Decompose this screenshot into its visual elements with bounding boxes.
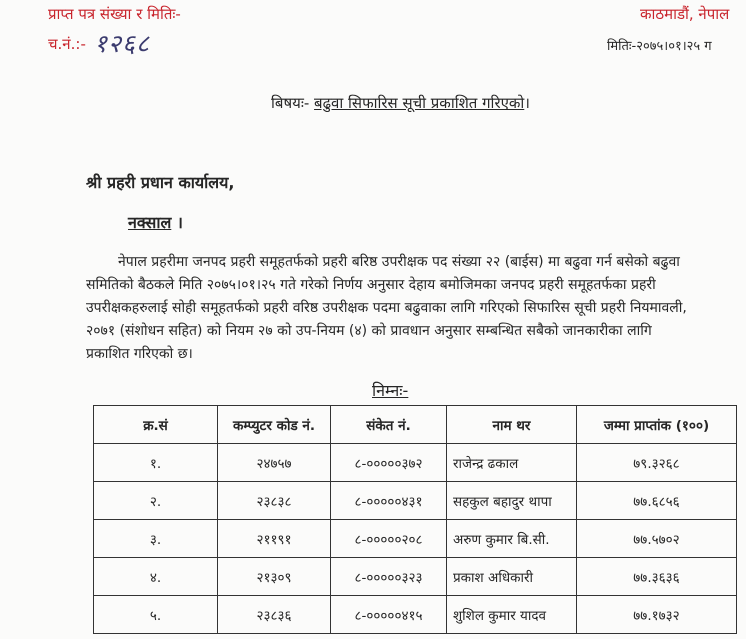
letter-date: मितिः-२०७५।०१।२५ ग	[607, 39, 712, 54]
subject-prefix: बिषयः-	[271, 94, 310, 112]
cell-total-score: ७७.१७३२	[577, 596, 737, 634]
cell-serial: ५.	[94, 596, 218, 634]
cell-computer-code: २३८३६	[218, 596, 331, 634]
addressee-office: श्री प्रहरी प्रधान कार्यालय,	[86, 173, 235, 192]
cell-symbol-number: ८-०००००२०८	[331, 520, 447, 558]
cell-computer-code: २३८३८	[218, 482, 331, 520]
cell-name: अरुण कुमार बि.सी.	[447, 520, 577, 558]
subject-text: बढुवा सिफारिस सूची प्रकाशित गरिएको	[314, 94, 525, 112]
cell-serial: २.	[94, 482, 218, 520]
table-row	[94, 444, 737, 482]
cell-symbol-number: ८-०००००३७२	[331, 444, 447, 482]
cell-total-score: ७७.५७०२	[577, 520, 737, 558]
col-header-serial: क्र.सं	[94, 406, 218, 444]
cell-name: प्रकाश अधिकारी	[447, 558, 577, 596]
place-label: काठमाडौं, नेपाल	[640, 5, 730, 23]
cell-name: राजेन्द्र ढकाल	[447, 444, 577, 482]
body-line-1: नेपाल प्रहरीमा जनपद प्रहरी समूहतर्फको प्रहरी बरिष्ठ उपरीक्षक पद संख्या २२ (बाईस) मा बढुवा गर्न बसेको बढुवा	[118, 254, 680, 270]
dispatch-number-label: च.नं.:-	[48, 35, 86, 53]
recommendation-table	[93, 405, 737, 634]
table-row	[94, 558, 737, 596]
body-line-5: प्रकाशित गरिएको छ।	[86, 346, 193, 362]
table-row	[94, 520, 737, 558]
body-line-3: उपरीक्षकहरुलाई सोही समूहतर्फको प्रहरी वरिष्ठ उपरीक्षक पदमा बढुवाका लागि गरिएको सिफारिस सूची प्रहरी नियमावली,	[86, 300, 687, 316]
table-row	[94, 482, 737, 520]
cell-serial: १.	[94, 444, 218, 482]
cell-symbol-number: ८-०००००४३१	[331, 482, 447, 520]
cell-computer-code: २१३०९	[218, 558, 331, 596]
cell-name: सहकुल बहादुर थापा	[447, 482, 577, 520]
cell-computer-code: २११९१	[218, 520, 331, 558]
body-line-4: २०७१ (संशोधन सहित) को नियम २७ को उप-नियम (४) को प्रावधान अनुसार सम्बन्धित सबैको जानकारीका लागि	[86, 323, 652, 339]
col-header-total-score: जम्मा प्राप्तांक (१००)	[577, 406, 737, 444]
list-heading: निम्नः-	[372, 381, 409, 400]
cell-symbol-number: ८-०००००४१५	[331, 596, 447, 634]
cell-symbol-number: ८-०००००३२३	[331, 558, 447, 596]
cell-serial: ४.	[94, 558, 218, 596]
cell-total-score: ७७.३६३६	[577, 558, 737, 596]
addressee-location-text: नक्साल	[128, 213, 172, 232]
received-letter-label: प्राप्त पत्र संख्या र मितिः-	[48, 5, 181, 23]
addressee-location-end: ।	[176, 213, 183, 232]
table-row	[94, 596, 737, 634]
addressee-location	[128, 211, 183, 233]
subject-line	[271, 93, 530, 113]
col-header-name: नाम थर	[447, 406, 577, 444]
cell-serial: ३.	[94, 520, 218, 558]
table-header-row	[94, 406, 737, 444]
body-line-2: समितिको बैठकले मिति २०७५।०१।२५ गते गरेको निर्णय अनुसार देहाय बमोजिमका जनपद प्रहरी समूहतर्फका प्रहरी	[86, 277, 656, 293]
subject-end: ।	[524, 94, 530, 112]
cell-computer-code: २४७५७	[218, 444, 331, 482]
col-header-computer-code: कम्प्युटर कोड नं.	[218, 406, 331, 444]
cell-total-score: ७९.३२६८	[577, 444, 737, 482]
dispatch-number-handwritten: १२६८	[94, 29, 151, 58]
col-header-symbol-number: संकेत नं.	[331, 406, 447, 444]
cell-total-score: ७७.६८५६	[577, 482, 737, 520]
cell-name: शुशिल कुमार यादव	[447, 596, 577, 634]
